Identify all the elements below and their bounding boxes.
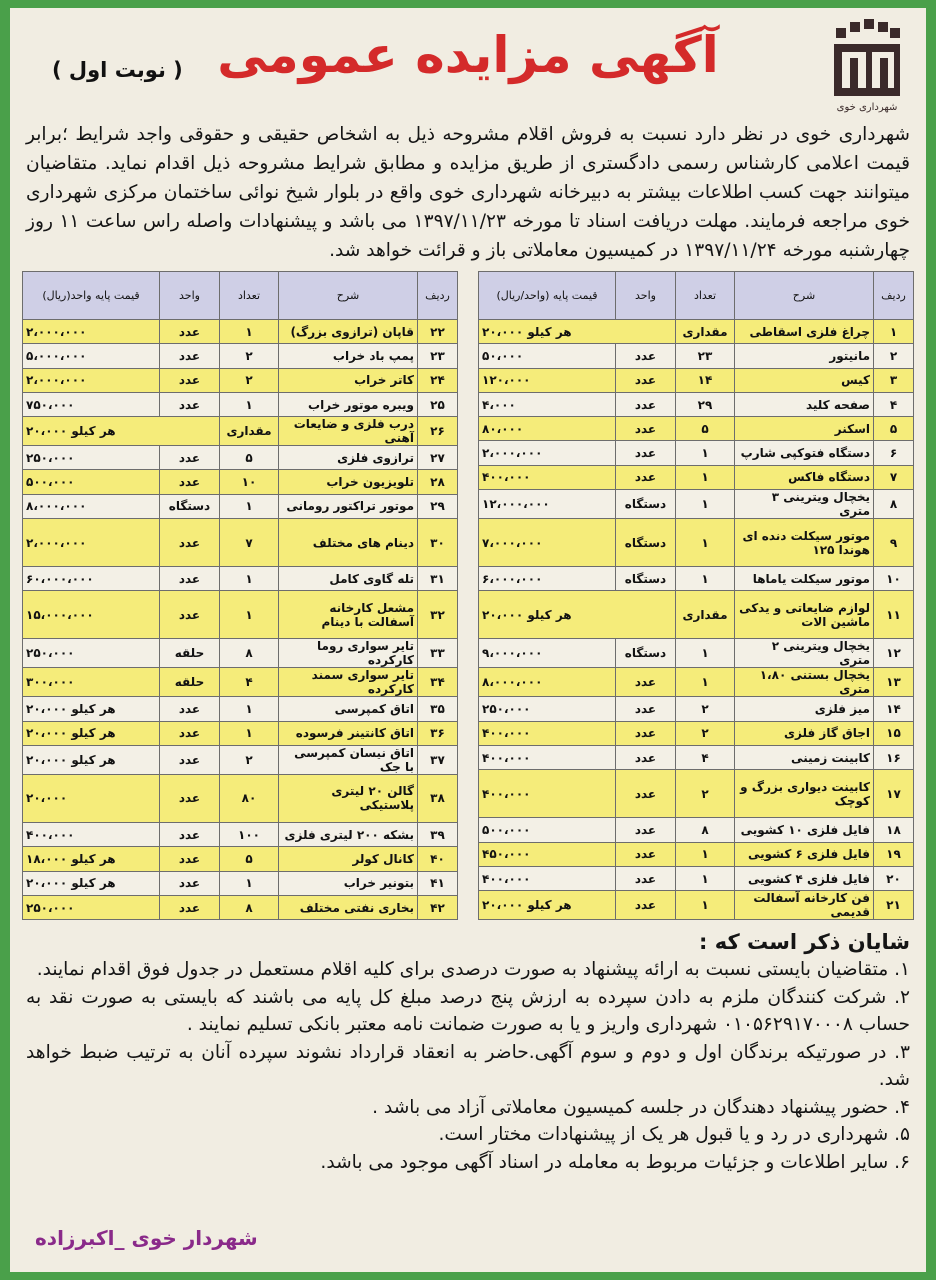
cell-price: ۴۰۰،۰۰۰ (479, 745, 616, 769)
cell-price: ۲،۰۰۰،۰۰۰ (479, 441, 616, 465)
cell-qty: ۸۰ (220, 774, 279, 822)
cell-idx: ۳۲ (418, 591, 458, 639)
table-row (23, 446, 458, 470)
table-row (479, 818, 914, 842)
cell-desc: تلویزیون خراب (279, 470, 418, 494)
items-tables (22, 271, 914, 920)
cell-unit: عدد (160, 847, 220, 871)
turn-label: ( نوبت اول ) (52, 58, 183, 82)
table-row (479, 344, 914, 368)
cell-idx: ۴۱ (418, 871, 458, 895)
cell-qty: مقداری (676, 591, 735, 639)
cell-desc: کانال کولر (279, 847, 418, 871)
cell-qty: ۱ (220, 591, 279, 639)
table-row (23, 895, 458, 919)
cell-qty: ۷ (220, 519, 279, 567)
cell-price: ۸،۰۰۰،۰۰۰ (479, 668, 616, 697)
cell-price: ۲،۰۰۰،۰۰۰ (23, 368, 160, 392)
table-row (479, 639, 914, 668)
cell-desc: تله گاوی کامل (279, 567, 418, 591)
table-row (23, 822, 458, 846)
table-row (23, 639, 458, 668)
cell-qty: ۱ (676, 567, 735, 591)
table-row (479, 668, 914, 697)
cell-unit: عدد (160, 591, 220, 639)
cell-idx: ۱۵ (874, 721, 914, 745)
page-title: آگهی مزایده عمومی (217, 26, 719, 84)
table-row (479, 368, 914, 392)
cell-idx: ۳۸ (418, 774, 458, 822)
table-row (479, 490, 914, 519)
cell-unit: عدد (616, 697, 676, 721)
cell-idx: ۲۲ (418, 320, 458, 344)
cell-idx: ۱۱ (874, 591, 914, 639)
col-header-unit: واحد (160, 272, 220, 320)
col-header-idx: ردیف (874, 272, 914, 320)
cell-price: هر کیلو ۲۰،۰۰۰ (479, 891, 616, 920)
cell-desc: یخچال ویترینی ۳ متری (735, 490, 874, 519)
cell-unit: عدد (616, 818, 676, 842)
cell-price: ۷۵۰،۰۰۰ (23, 392, 160, 416)
cell-price: ۷،۰۰۰،۰۰۰ (479, 519, 616, 567)
cell-idx: ۲۷ (418, 446, 458, 470)
cell-desc: موتور سیکلت دنده ای هوندا ۱۲۵ (735, 519, 874, 567)
notice-paper (10, 8, 926, 1272)
cell-price: ۴۵۰،۰۰۰ (479, 842, 616, 866)
cell-desc: فایل فلزی ۶ کشویی (735, 842, 874, 866)
cell-desc: کابینت زمینی (735, 745, 874, 769)
cell-price: هر کیلو ۲۰،۰۰۰ (23, 871, 160, 895)
cell-unit: عدد (616, 368, 676, 392)
cell-desc: میز فلزی (735, 697, 874, 721)
cell-idx: ۲۸ (418, 470, 458, 494)
cell-desc: دستگاه فتوکپی شارپ (735, 441, 874, 465)
cell-unit: عدد (616, 417, 676, 441)
cell-desc: اتاق نیسان کمپرسی با جک (279, 745, 418, 774)
cell-desc: بشکه ۲۰۰ لیتری فلزی (279, 822, 418, 846)
table-row (479, 891, 914, 920)
cell-desc: فن کارخانه آسفالت قدیمی (735, 891, 874, 920)
cell-idx: ۲۹ (418, 494, 458, 518)
table-row (479, 320, 914, 344)
cell-desc: کیس (735, 368, 874, 392)
cell-unit: دستگاه (616, 567, 676, 591)
col-header-qty: تعداد (676, 272, 735, 320)
col-header-idx: ردیف (418, 272, 458, 320)
cell-desc: کابینت دیواری بزرگ و کوچک (735, 770, 874, 818)
cell-unit: عدد (160, 745, 220, 774)
cell-desc: موتور تراکتور رومانی (279, 494, 418, 518)
table-row (479, 697, 914, 721)
cell-price: ۲۰،۰۰۰ (23, 774, 160, 822)
notes-heading: شایان ذکر است که : (699, 930, 910, 955)
cell-desc: اتاق کمپرسی (279, 697, 418, 721)
cell-idx: ۱۷ (874, 770, 914, 818)
cell-unit: عدد (160, 344, 220, 368)
cell-idx: ۲۴ (418, 368, 458, 392)
cell-price: هر کیلو ۲۰،۰۰۰ (23, 417, 220, 446)
cell-qty: ۱ (676, 668, 735, 697)
cell-unit: دستگاه (160, 494, 220, 518)
cell-idx: ۱۲ (874, 639, 914, 668)
cell-unit: عدد (616, 441, 676, 465)
cell-desc: اجاق گاز فلزی (735, 721, 874, 745)
cell-price: ۶۰،۰۰۰،۰۰۰ (23, 567, 160, 591)
col-header-price: قیمت پایه واحد(ریال) (23, 272, 160, 320)
cell-price: ۸۰،۰۰۰ (479, 417, 616, 441)
cell-idx: ۴ (874, 392, 914, 416)
cell-desc: بتونیر خراب (279, 871, 418, 895)
cell-price: ۲،۰۰۰،۰۰۰ (23, 320, 160, 344)
cell-price: ۵۰،۰۰۰ (479, 344, 616, 368)
table-row (479, 519, 914, 567)
cell-idx: ۱۹ (874, 842, 914, 866)
cell-desc: دینام های مختلف (279, 519, 418, 567)
cell-qty: ۱ (676, 441, 735, 465)
cell-unit: عدد (616, 770, 676, 818)
table-row (23, 774, 458, 822)
cell-desc: صفحه کلید (735, 392, 874, 416)
col-header-unit: واحد (616, 272, 676, 320)
table-row (479, 417, 914, 441)
table-row (23, 591, 458, 639)
cell-unit: عدد (160, 446, 220, 470)
cell-unit: عدد (616, 465, 676, 489)
cell-qty: ۱ (676, 891, 735, 920)
cell-qty: ۲ (220, 344, 279, 368)
cell-price: ۱۵،۰۰۰،۰۰۰ (23, 591, 160, 639)
cell-qty: ۲ (676, 721, 735, 745)
cell-unit: دستگاه (616, 490, 676, 519)
cell-unit: عدد (616, 668, 676, 697)
cell-qty: ۴ (676, 745, 735, 769)
cell-desc: ترازوی فلزی (279, 446, 418, 470)
table-row (479, 770, 914, 818)
cell-unit: عدد (616, 866, 676, 890)
cell-idx: ۷ (874, 465, 914, 489)
cell-qty: ۱ (220, 871, 279, 895)
col-header-desc: شرح (735, 272, 874, 320)
cell-price: ۵،۰۰۰،۰۰۰ (23, 344, 160, 368)
cell-qty: ۲۹ (676, 392, 735, 416)
note-item: ۴. حضور پیشنهاد دهندگان در جلسه کمیسیون معاملاتی آزاد می باشد . (372, 1096, 910, 1118)
table-row (23, 368, 458, 392)
cell-idx: ۱ (874, 320, 914, 344)
cell-idx: ۲۰ (874, 866, 914, 890)
cell-unit: عدد (160, 392, 220, 416)
cell-unit: حلقه (160, 639, 220, 668)
cell-qty: ۲ (220, 745, 279, 774)
cell-qty: ۱ (220, 494, 279, 518)
cell-qty: ۲ (676, 697, 735, 721)
cell-price: ۱۲۰،۰۰۰ (479, 368, 616, 392)
cell-qty: ۵ (220, 446, 279, 470)
header (22, 8, 914, 120)
cell-price: ۲۵۰،۰۰۰ (479, 697, 616, 721)
cell-price: ۶،۰۰۰،۰۰۰ (479, 567, 616, 591)
cell-price: ۱۲،۰۰۰،۰۰۰ (479, 490, 616, 519)
cell-idx: ۸ (874, 490, 914, 519)
cell-unit: عدد (160, 822, 220, 846)
cell-desc: یخچال بستنی ۱،۸۰ متری (735, 668, 874, 697)
cell-unit: دستگاه (616, 519, 676, 567)
cell-unit: عدد (160, 470, 220, 494)
cell-qty: مقداری (676, 320, 735, 344)
cell-qty: ۴ (220, 668, 279, 697)
cell-unit: عدد (160, 697, 220, 721)
cell-idx: ۱۴ (874, 697, 914, 721)
cell-idx: ۲۵ (418, 392, 458, 416)
cell-unit: عدد (616, 745, 676, 769)
cell-unit: عدد (616, 392, 676, 416)
cell-desc: اتاق کانتینر فرسوده (279, 721, 418, 745)
cell-qty: ۱ (676, 490, 735, 519)
cell-unit: عدد (160, 519, 220, 567)
cell-unit: عدد (160, 567, 220, 591)
cell-desc: تایر سواری سمند کارکرده (279, 668, 418, 697)
cell-qty: ۱۰۰ (220, 822, 279, 846)
table-row (23, 871, 458, 895)
cell-desc: مشعل کارخانه آسفالت با دینام (279, 591, 418, 639)
cell-price: ۳۰۰،۰۰۰ (23, 668, 160, 697)
table-row (479, 465, 914, 489)
table-row (23, 697, 458, 721)
table-row (23, 494, 458, 518)
table-row (23, 320, 458, 344)
cell-qty: ۱ (676, 866, 735, 890)
cell-price: ۵۰۰،۰۰۰ (23, 470, 160, 494)
table-row (479, 392, 914, 416)
cell-price: ۲۵۰،۰۰۰ (23, 895, 160, 919)
table-row (23, 470, 458, 494)
col-header-qty: تعداد (220, 272, 279, 320)
cell-unit: عدد (616, 344, 676, 368)
cell-qty: ۱ (220, 392, 279, 416)
cell-price: ۵۰۰،۰۰۰ (479, 818, 616, 842)
cell-desc: لوازم ضایعاتی و یدکی ماشین الات (735, 591, 874, 639)
cell-price: ۹،۰۰۰،۰۰۰ (479, 639, 616, 668)
cell-unit: عدد (160, 871, 220, 895)
cell-desc: مانیتور (735, 344, 874, 368)
cell-idx: ۴۰ (418, 847, 458, 871)
cell-unit: عدد (616, 721, 676, 745)
cell-idx: ۵ (874, 417, 914, 441)
cell-desc: ویبره موتور خراب (279, 392, 418, 416)
cell-idx: ۳۶ (418, 721, 458, 745)
cell-idx: ۱۰ (874, 567, 914, 591)
cell-price: ۴۰۰،۰۰۰ (479, 770, 616, 818)
table-row (479, 745, 914, 769)
items-table-left (22, 271, 458, 920)
cell-qty: ۱ (220, 721, 279, 745)
cell-qty: ۲۳ (676, 344, 735, 368)
cell-idx: ۹ (874, 519, 914, 567)
table-row (479, 842, 914, 866)
cell-qty: ۲ (220, 368, 279, 392)
cell-unit: عدد (616, 842, 676, 866)
cell-idx: ۱۳ (874, 668, 914, 697)
cell-idx: ۲۱ (874, 891, 914, 920)
table-row (23, 519, 458, 567)
table-row (23, 668, 458, 697)
cell-unit: حلقه (160, 668, 220, 697)
table-row (23, 847, 458, 871)
cell-idx: ۴۲ (418, 895, 458, 919)
cell-price: هر کیلو ۲۰،۰۰۰ (479, 591, 676, 639)
table-row (479, 441, 914, 465)
cell-unit: عدد (616, 891, 676, 920)
cell-desc: پمپ باد خراب (279, 344, 418, 368)
cell-desc: درب فلزی و ضایعات آهنی (279, 417, 418, 446)
cell-desc: اسکنر (735, 417, 874, 441)
cell-qty: ۱ (220, 320, 279, 344)
cell-desc: فایل فلزی ۱۰ کشویی (735, 818, 874, 842)
cell-price: ۴۰۰،۰۰۰ (479, 465, 616, 489)
cell-desc: کاتر خراب (279, 368, 418, 392)
cell-price: هر کیلو ۲۰،۰۰۰ (23, 721, 160, 745)
cell-qty: ۸ (676, 818, 735, 842)
table-row (479, 721, 914, 745)
cell-desc: تایر سواری روما کارکرده (279, 639, 418, 668)
cell-qty: ۱ (220, 697, 279, 721)
cell-idx: ۱۶ (874, 745, 914, 769)
cell-desc: قاپان (ترازوی بزرگ) (279, 320, 418, 344)
cell-qty: ۱ (676, 519, 735, 567)
note-item: ۳. در صورتیکه برندگان اول و دوم و سوم آگهی.حاضر به انعقاد قرارداد نشوند سپرده آنان به ترتیب ضبط خواهد شد. (26, 1041, 910, 1091)
note-item: ۲. شرکت کنندگان ملزم به دادن سپرده به ارزش پنج درصد مبلغ کل پایه می باشند که بایستی به صورت نقد به حساب ۰۱۰۵۶۲۹۱۷۰۰۰۸ شهرداری واریز و یا به صورت ضمانت نامه معتبر بانکی تسلیم نمایند . (26, 986, 910, 1036)
table-row (479, 591, 914, 639)
cell-price: هر کیلو ۲۰،۰۰۰ (23, 697, 160, 721)
cell-desc: دستگاه فاکس (735, 465, 874, 489)
note-item: ۵. شهرداری در رد و یا قبول هر یک از پیشنهادات مختار است. (438, 1124, 910, 1146)
cell-desc: چراغ فلزی اسقاطی (735, 320, 874, 344)
cell-price: ۴،۰۰۰ (479, 392, 616, 416)
table-row (23, 392, 458, 416)
cell-qty: ۱ (676, 842, 735, 866)
col-header-price: قیمت پایه (واحد/ریال) (479, 272, 616, 320)
cell-qty: ۱ (676, 639, 735, 668)
cell-idx: ۳۴ (418, 668, 458, 697)
cell-qty: ۱ (676, 465, 735, 489)
cell-idx: ۳۵ (418, 697, 458, 721)
cell-idx: ۳ (874, 368, 914, 392)
items-table-right (478, 271, 914, 920)
cell-price: ۲،۰۰۰،۰۰۰ (23, 519, 160, 567)
cell-idx: ۲ (874, 344, 914, 368)
cell-idx: ۳۹ (418, 822, 458, 846)
intro-paragraph: شهرداری خوی در نظر دارد نسبت به فروش اقلام مشروحه ذیل به اشخاص حقیقی و حقوقی واجد شرایط ؛برابر قیمت اعلامی کارشناس رسمی دادگستری از طریق مزایده و مطابق شرایط مشروحه ذیل اقدام نماید. متقاضیان میتوانند جهت کسب اطلاعات بیشتر به دبیرخانه شهرداری خوی واقع در بلوار شیخ نوائی ساختمان مرکزی شهرداری خوی مراجعه فرمایند. مهلت دریافت اسناد تا مورخه ۱۳۹۷/۱۱/۲۳ می باشد و پیشنهادات واصله راس ساعت ۱۱ روز چهارشنبه مورخه ۱۳۹۷/۱۱/۲۴ در کمیسیون معاملاتی باز و قرائت خواهد شد. (26, 124, 910, 261)
cell-price: ۲۵۰،۰۰۰ (23, 446, 160, 470)
cell-idx: ۲۳ (418, 344, 458, 368)
cell-qty: ۸ (220, 639, 279, 668)
cell-qty: ۱۴ (676, 368, 735, 392)
cell-qty: ۸ (220, 895, 279, 919)
cell-unit: دستگاه (616, 639, 676, 668)
cell-qty: ۵ (676, 417, 735, 441)
table-row (23, 721, 458, 745)
cell-desc: موتور سیکلت یاماها (735, 567, 874, 591)
cell-desc: یخچال ویترینی ۲ متری (735, 639, 874, 668)
cell-qty: مقداری (220, 417, 279, 446)
cell-price: هر کیلو ۲۰،۰۰۰ (479, 320, 676, 344)
cell-unit: عدد (160, 895, 220, 919)
cell-unit: عدد (160, 320, 220, 344)
cell-idx: ۳۱ (418, 567, 458, 591)
cell-price: ۴۰۰،۰۰۰ (23, 822, 160, 846)
table-row (23, 745, 458, 774)
cell-idx: ۱۸ (874, 818, 914, 842)
cell-qty: ۵ (220, 847, 279, 871)
cell-qty: ۱۰ (220, 470, 279, 494)
cell-price: ۴۰۰،۰۰۰ (479, 866, 616, 890)
cell-idx: ۳۳ (418, 639, 458, 668)
note-item: ۱. متقاضیان بایستی نسبت به ارائه پیشنهاد به صورت درصدی برای کلیه اقلام مستعمل در جدول فوق اقدام نمایند. (36, 959, 910, 981)
cell-unit: عدد (160, 721, 220, 745)
cell-desc: بخاری نفتی مختلف (279, 895, 418, 919)
notes-section (22, 928, 914, 1176)
table-row (23, 417, 458, 446)
cell-unit: عدد (160, 774, 220, 822)
cell-price: ۴۰۰،۰۰۰ (479, 721, 616, 745)
cell-idx: ۶ (874, 441, 914, 465)
note-item: ۶. سایر اطلاعات و جزئیات مربوط به معامله در اسناد آگهی موجود می باشد. (320, 1151, 910, 1173)
cell-qty: ۲ (676, 770, 735, 818)
table-row (479, 866, 914, 890)
cell-idx: ۳۰ (418, 519, 458, 567)
logo-text: شهرداری خوی (836, 102, 898, 113)
cell-price: ۲۵۰،۰۰۰ (23, 639, 160, 668)
signature: شهردار خوی _اکبرزاده (35, 1226, 258, 1250)
col-header-desc: شرح (279, 272, 418, 320)
cell-price: هر کیلو ۱۸،۰۰۰ (23, 847, 160, 871)
table-row (479, 567, 914, 591)
cell-price: ۸،۰۰۰،۰۰۰ (23, 494, 160, 518)
table-row (23, 567, 458, 591)
cell-desc: گالن ۲۰ لیتری پلاستیکی (279, 774, 418, 822)
cell-unit: عدد (160, 368, 220, 392)
cell-price: هر کیلو ۲۰،۰۰۰ (23, 745, 160, 774)
cell-idx: ۲۶ (418, 417, 458, 446)
cell-desc: فایل فلزی ۴ کشویی (735, 866, 874, 890)
table-row (23, 344, 458, 368)
cell-qty: ۱ (220, 567, 279, 591)
cell-idx: ۳۷ (418, 745, 458, 774)
